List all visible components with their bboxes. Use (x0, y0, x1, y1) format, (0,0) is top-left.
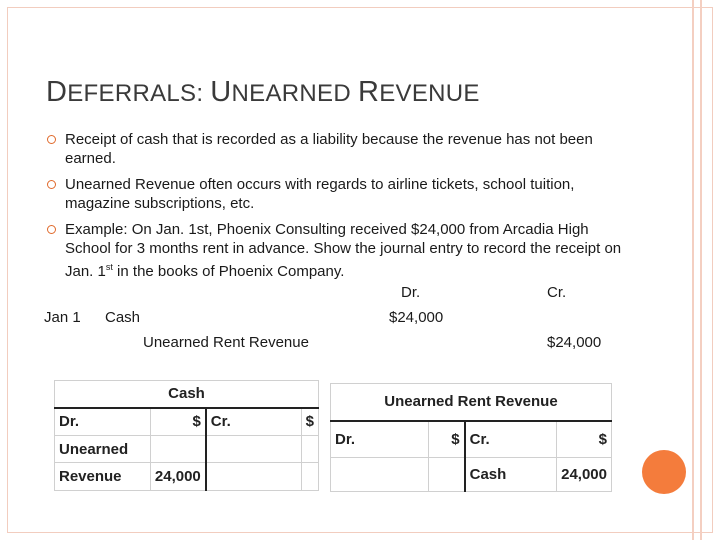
t-account-title: Cash (55, 381, 319, 408)
bullet-icon (47, 180, 56, 189)
right-decor-line (692, 0, 694, 540)
unearned-rent-revenue-t-account (330, 383, 612, 492)
slide-title: DEFERRALS: UNEARNED REVENUE (46, 76, 480, 108)
journal-date: Jan 1 (44, 309, 81, 326)
cr-label: Cr. (465, 421, 557, 458)
entry-label: Revenue (55, 463, 151, 491)
dr-label: Dr. (331, 421, 429, 458)
credit-amount: $24,000 (547, 334, 602, 351)
debit-amount: $24,000 (389, 309, 444, 326)
bullet-icon (47, 135, 56, 144)
dr-label: Dr. (55, 408, 151, 436)
right-decor-line (700, 0, 702, 540)
bullet-icon (47, 225, 56, 234)
debit-entry-amount: 24,000 (150, 463, 205, 491)
entry-label: Unearned (55, 436, 151, 463)
bullet-item-example: Example: On Jan. 1st, Phoenix Consulting received $24,000 from Arcadia High School for 3 months rent in advance. Show the journal entry to record the receipt on Jan. 1st in the books of Phoenix Company. (46, 220, 626, 281)
t-account-title: Unearned Rent Revenue (331, 384, 612, 421)
decorative-circle (642, 450, 686, 494)
bullet-item: Receipt of cash that is recorded as a liability because the revenue has not been earned. (46, 130, 626, 168)
dollar-sign: $ (557, 421, 612, 458)
dollar-sign: $ (301, 408, 318, 436)
debit-account: Cash (105, 309, 141, 326)
cash-t-account (54, 380, 319, 491)
dollar-sign: $ (428, 421, 464, 458)
bullet-list (46, 130, 626, 288)
dollar-sign: $ (150, 408, 205, 436)
debit-column-header: Dr. (401, 284, 421, 301)
bullet-item: Unearned Revenue often occurs with regards to airline tickets, school tuition, magazine subscriptions, etc. (46, 175, 626, 213)
credit-entry-amount: 24,000 (557, 458, 612, 492)
credit-column-header: Cr. (547, 284, 567, 301)
cr-label: Cr. (206, 408, 301, 436)
entry-label: Cash (465, 458, 557, 492)
credit-account: Unearned Rent Revenue (143, 334, 309, 351)
